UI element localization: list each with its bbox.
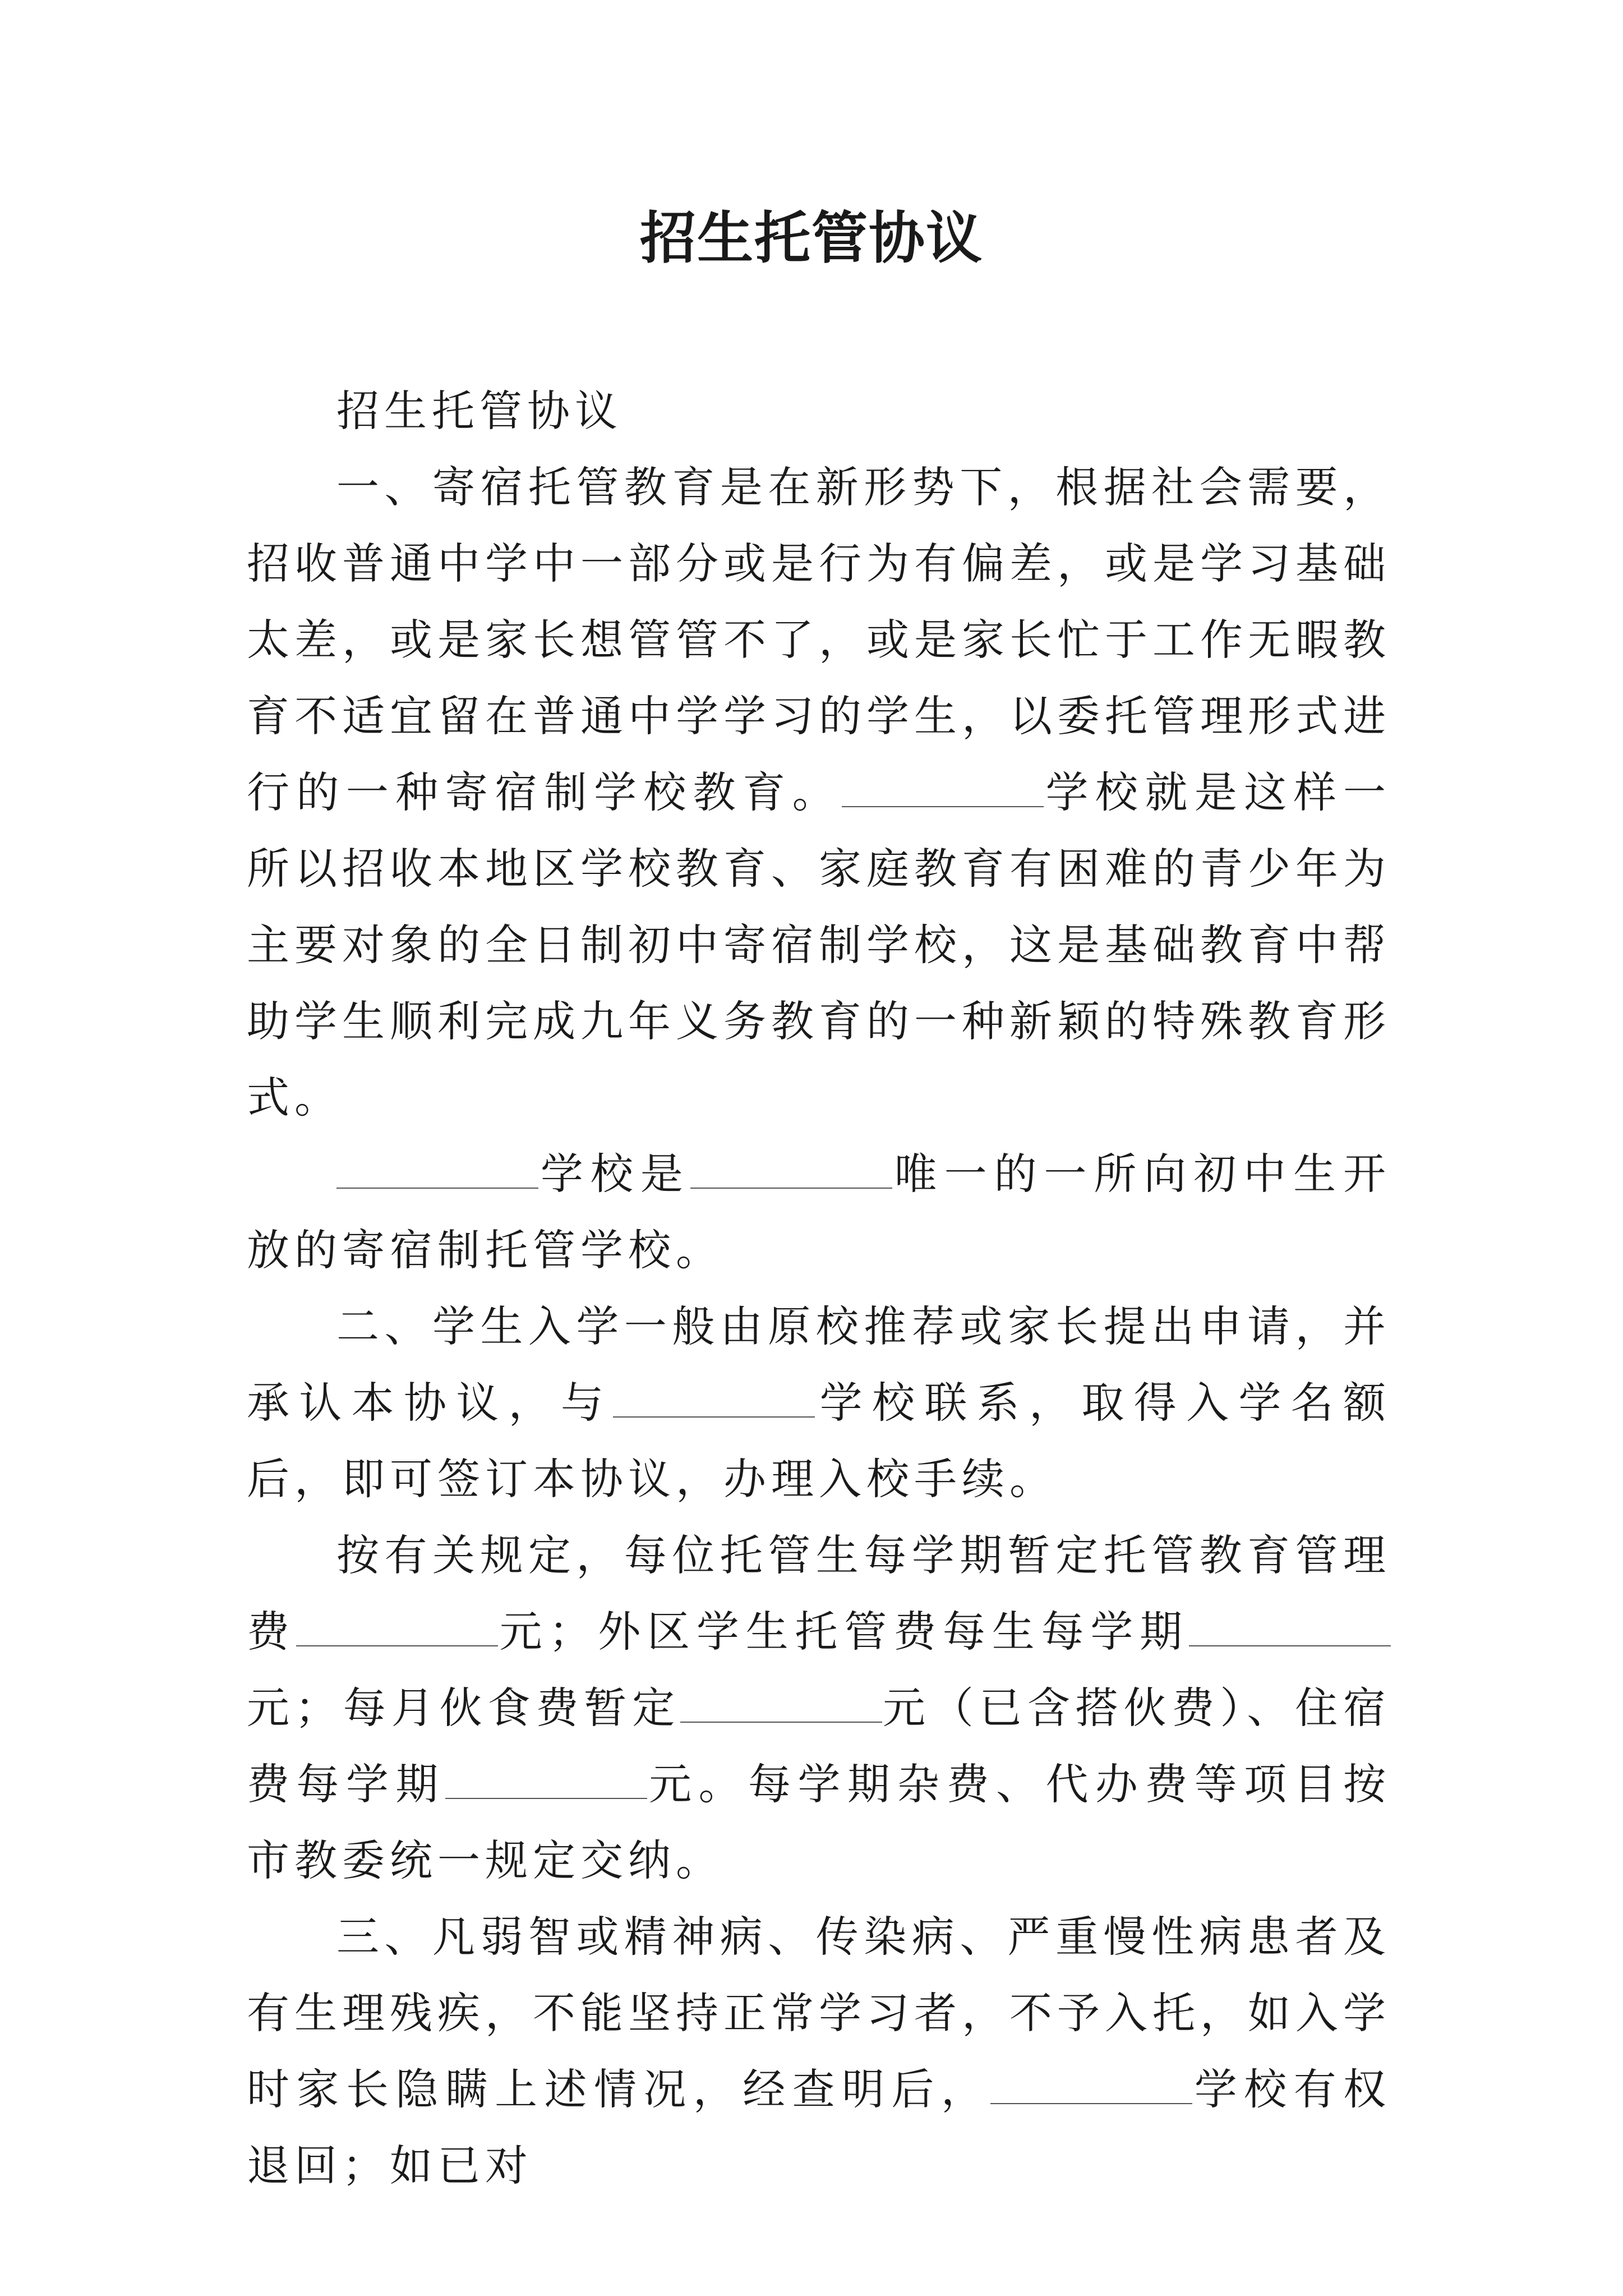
subtitle-paragraph: 招生托管协议 <box>336 386 623 436</box>
blank-line[interactable] <box>842 772 1044 807</box>
paragraph-4-text-b: 元；外区学生托管费每生每学期 <box>497 1607 1189 1657</box>
paragraph-3 <box>247 1289 1391 1517</box>
paragraph-4 <box>247 1517 1391 1899</box>
blank-line[interactable] <box>990 2069 1192 2104</box>
paragraph-4-text-e: 元。每学期杂费、代办费等项目按市教委统一规定交纳。 <box>247 1759 1391 1885</box>
blank-line[interactable] <box>1189 1612 1391 1646</box>
paragraph-1-text-b: 学校就是这样一所以招收本地区学校教育、家庭教育有困难的青少年为主要对象的全日制初中寄宿制学校，这是基础教育中帮助学生顺利完成九年义务教育的一种新颖的特殊教育形式。 <box>247 767 1391 1122</box>
paragraph-2-text-b: 唯一的一所向初中生开放的寄宿制托管学校。 <box>247 1149 1391 1275</box>
blank-line[interactable] <box>336 1154 538 1189</box>
blank-line[interactable] <box>680 1688 882 1723</box>
paragraph-5-text-b: 学校有权退回；如已对 <box>247 2064 1391 2191</box>
document-body <box>247 373 1391 2204</box>
blank-line[interactable] <box>445 1764 647 1799</box>
blank-line[interactable] <box>690 1154 892 1189</box>
paragraph-5 <box>247 1899 1391 2204</box>
paragraph-1 <box>247 449 1391 1136</box>
document-title: 招生托管协议 <box>640 205 983 271</box>
paragraph-4-text-d: 元（已含搭伙费）、住宿费每学期 <box>247 1683 1391 1809</box>
paragraph-5-text-a: 三、凡弱智或精神病、传染病、严重慢性病患者及有生理残疾，不能坚持正常学习者，不予入托，如入学时家长隐瞒上述情况，经查明后， <box>247 1912 1391 2114</box>
paragraph-2 <box>247 1136 1391 1289</box>
blank-line[interactable] <box>296 1612 498 1646</box>
paragraph-3-text-a: 二、学生入学一般由原校推荐或家长提出申请，并承认本协议，与 <box>247 1301 1391 1428</box>
paragraph-4-text-c: 元；每月伙食费暂定 <box>247 1683 681 1733</box>
paragraph-4-text-a: 按有关规定，每位托管生每学期暂定托管教育管理费 <box>247 1530 1391 1657</box>
paragraph-3-text-b: 学校联系，取得入学名额后，即可签订本协议，办理入校手续。 <box>247 1378 1391 1504</box>
paragraph-1-text-a: 一、寄宿托管教育是在新形势下，根据社会需要，招收普通中学中一部分或是行为有偏差，或是学习基础太差，或是家长想管管不了，或是家长忙于工作无暇教育不适宜留在普通中学学习的学生，以委托管理形式进行的一种寄宿制学校教育。 <box>247 462 1391 817</box>
blank-line[interactable] <box>613 1383 815 1418</box>
paragraph-2-text-a: 学校是 <box>538 1149 690 1199</box>
